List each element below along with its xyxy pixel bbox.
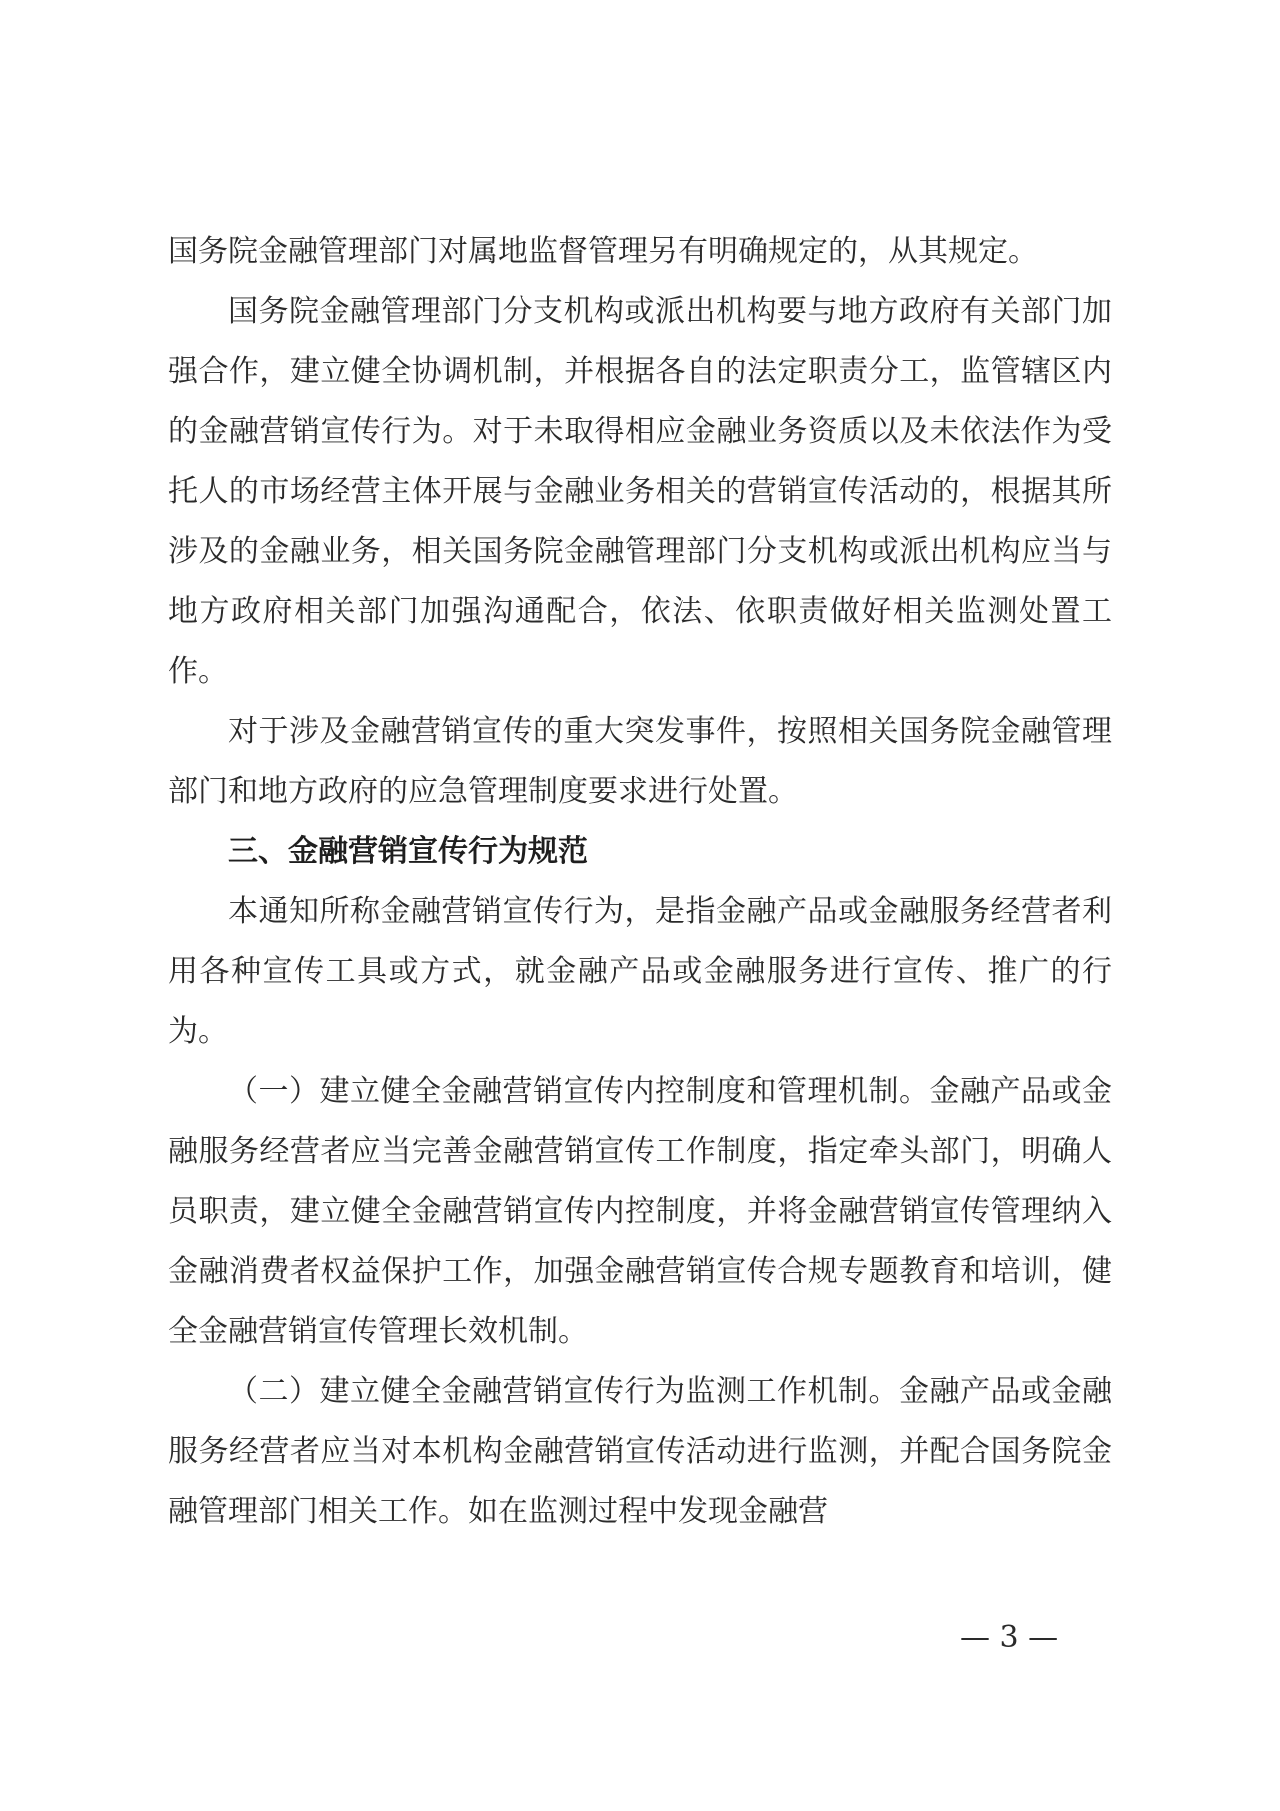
paragraph-1: 国务院金融管理部门对属地监督管理另有明确规定的，从其规定。	[168, 234, 1038, 269]
section-heading: 三、金融营销宣传行为规范	[228, 834, 588, 869]
paragraph-3: 对于涉及金融营销宣传的重大突发事件，按照相关国务院金融管理部门和地方政府的应急管理制度要求进行处置。	[168, 714, 1112, 809]
paragraph-6: （二）建立健全金融营销宣传行为监测工作机制。金融产品或金融服务经营者应当对本机构金融营销宣传活动进行监测，并配合国务院金融管理部门相关工作。如在监测过程中发现金融营	[168, 1374, 1112, 1529]
paragraph-2: 国务院金融管理部门分支机构或派出机构要与地方政府有关部门加强合作，建立健全协调机制，并根据各自的法定职责分工，监管辖区内的金融营销宣传行为。对于未取得相应金融业务资质以及未依法作为受托人的市场经营主体开展与金融业务相关的营销宣传活动的，根据其所涉及的金融业务，相关国务院金融管理部门分支机构或派出机构应当与地方政府相关部门加强沟通配合，依法、依职责做好相关监测处置工作。	[168, 294, 1112, 689]
page-number: — 3 —	[960, 1620, 1059, 1655]
document-body	[168, 222, 1112, 1542]
paragraph-4: 本通知所称金融营销宣传行为，是指金融产品或金融服务经营者利用各种宣传工具或方式，就金融产品或金融服务进行宣传、推广的行为。	[168, 894, 1112, 1049]
paragraph-5: （一）建立健全金融营销宣传内控制度和管理机制。金融产品或金融服务经营者应当完善金融营销宣传工作制度，指定牵头部门，明确人员职责，建立健全金融营销宣传内控制度，并将金融营销宣传管理纳入金融消费者权益保护工作，加强金融营销宣传合规专题教育和培训，健全金融营销宣传管理长效机制。	[168, 1074, 1112, 1349]
